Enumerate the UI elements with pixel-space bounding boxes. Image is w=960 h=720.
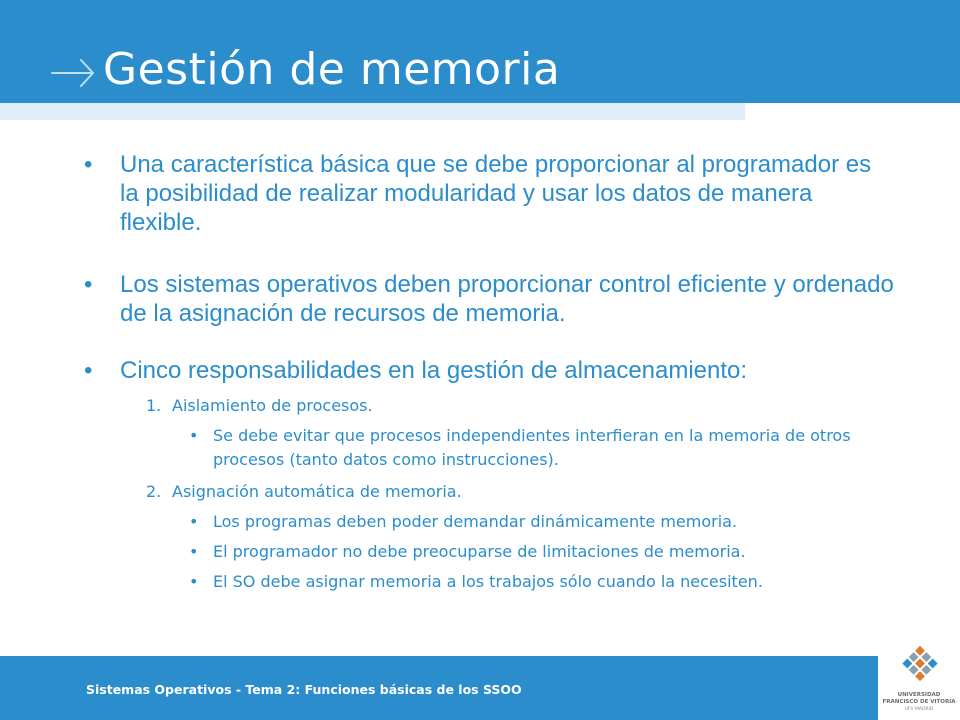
university-logo (878, 640, 960, 720)
sub-bullet-marker: • (189, 512, 199, 531)
bullet-text: Cinco responsabilidades en la gestión de almacenamiento: (120, 357, 748, 384)
sub-bullet-text: El SO debe asignar memoria a los trabajos sólo cuando la necesiten. (213, 572, 763, 591)
bullet-marker: • (84, 151, 93, 178)
sub-bullet-text: Se debe evitar que procesos independientes interfieran en la memoria de otros procesos (tanto datos como instrucciones). (213, 426, 851, 469)
sub-bullet-text: El programador no debe preocuparse de limitaciones de memoria. (213, 542, 746, 561)
bullet-marker: • (84, 271, 93, 298)
bullet-text: Los sistemas operativos deben proporcionar control eficiente y ordenado de la asignación de recursos de memoria. (120, 271, 894, 327)
sub-bullet-marker: • (189, 542, 199, 561)
bullet-marker: • (84, 357, 93, 384)
bullet-text: Una característica básica que se debe proporcionar al programador es la posibilidad de realizar modularidad y usar los datos de manera flexible. (120, 151, 872, 236)
logo-line: UFV MADRID (904, 707, 934, 712)
sub-bullet-marker: • (189, 572, 199, 591)
slide-title: Gestión de memoria (103, 44, 561, 95)
logo-line: UNIVERSIDAD (897, 692, 941, 698)
ufv-logo-icon (900, 644, 940, 690)
sub-bullet-text: Los programas deben poder demandar dinámicamente memoria. (213, 512, 738, 531)
sub-bullet-marker: • (189, 426, 199, 445)
footer-text: Sistemas Operativos - Tema 2: Funciones básicas de los SSOO (86, 682, 522, 697)
logo-wordmark (878, 692, 960, 713)
list-item: Aislamiento de procesos. (172, 396, 373, 415)
list-item: Asignación automática de memoria. (172, 482, 462, 501)
logo-line: FRANCISCO DE VITORIA (882, 699, 956, 705)
list-number: 2. (146, 482, 162, 501)
list-number: 1. (146, 396, 162, 415)
